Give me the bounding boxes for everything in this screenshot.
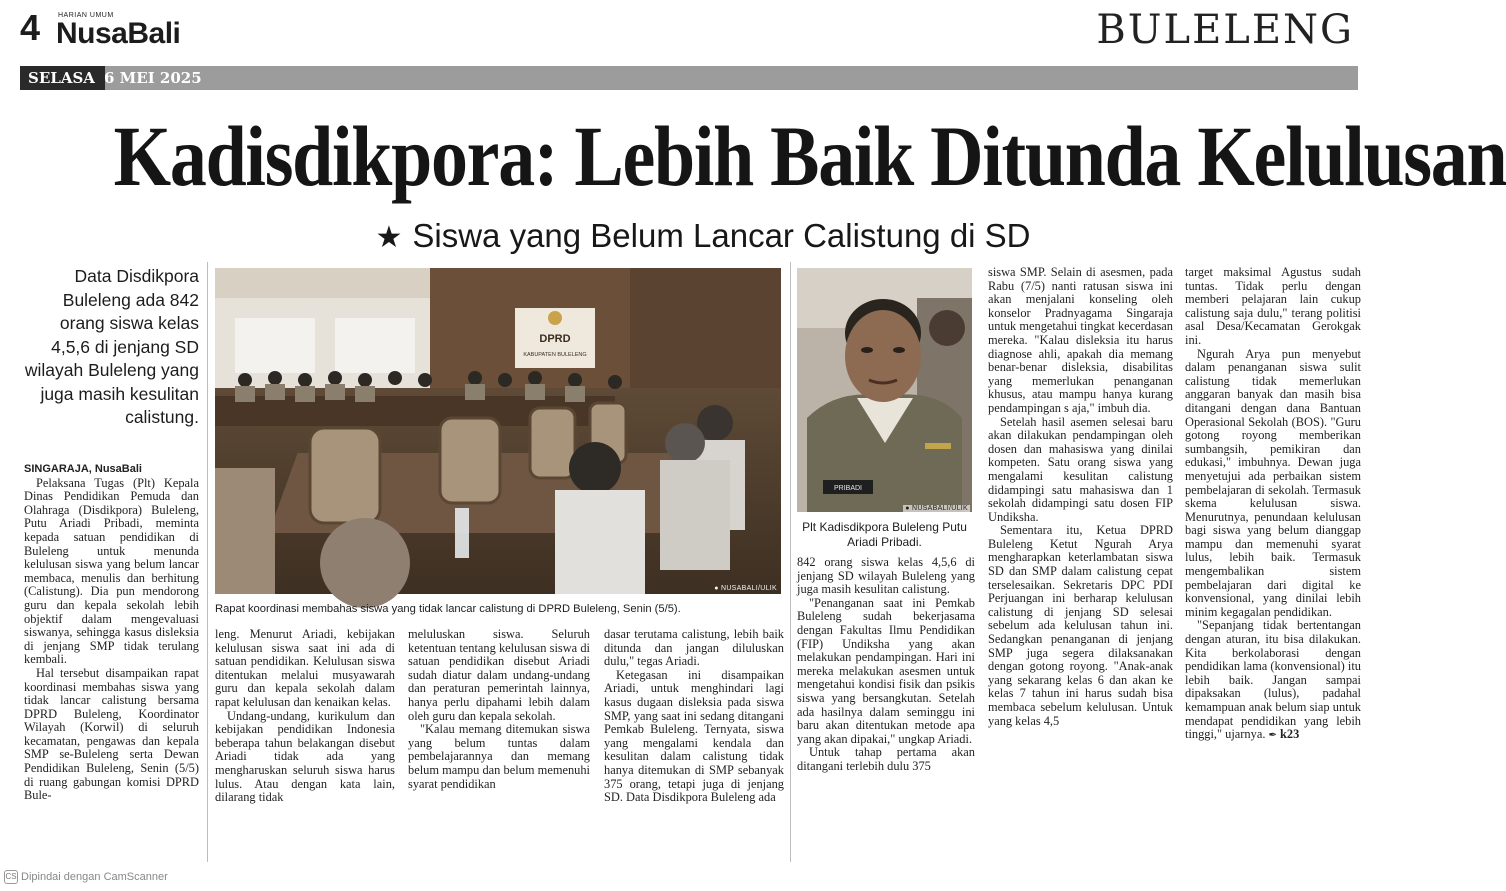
paragraph: 842 orang siswa kelas 4,5,6 di jenjang SD wilayah Buleleng yang juga masih kesulitan calistung. xyxy=(797,555,975,597)
portrait-photo xyxy=(797,268,972,512)
paragraph: Setelah hasil asemen selesai baru akan dilakukan pendampingan oleh dosen dan mahasiswa yang dinilai kompeten. Satu orang siswa yang mengalami kesulitan calistung didampingi satu mahasiswa dan 1 sekolah didampingi satu dosen FIP Undiksha. xyxy=(988,414,1173,524)
portrait-photo-illustration xyxy=(797,268,972,512)
pull-quote: Data Disdikpora Buleleng ada 842 orang siswa kelas 4,5,6 di jenjang SD wilayah Buleleng yang juga masih kesulitan calistung. xyxy=(24,266,199,427)
paragraph: Pelaksana Tugas (Plt) Kepala Dinas Pendidikan Pemuda dan Olahraga (Disdikpora) Buleleng, Putu Ariadi Pribadi, meminta kepada satuan pendidikan di Buleleng untuk menunda kelulusan siswa yang belum lancar membaca, menulis dan berhitung (Calistung). Dia pun mendorong guru dan kepala sekolah lebih objektif dalam mengevaluasi siswanya, sehingga kasus disleksia di jenjang SMP tidak terulang kembali. xyxy=(24,475,199,667)
column-divider xyxy=(790,262,791,862)
author-signoff: k23 xyxy=(1280,727,1300,742)
masthead xyxy=(20,8,1360,56)
scanner-footer xyxy=(4,870,168,884)
article-column-6 xyxy=(988,266,1173,866)
star-icon: ★ xyxy=(375,221,403,254)
paragraph: Undang-undang, kurikulum dan kebijakan pendidikan Indonesia beberapa tahun belakangan disebut Ariadi tidak ada yang mengharuskan seluruh siswa harus lulus. Atau dengan kata lain, dilarang tidak xyxy=(215,708,395,805)
date-label: 6 MEI 2025 xyxy=(104,69,202,87)
section-title: BULELENG xyxy=(1096,7,1354,53)
dprd-sign: DPRD xyxy=(539,333,571,345)
portrait-photo-credit: ● NUSABALI/ULIK xyxy=(905,505,968,512)
meeting-photo-illustration xyxy=(215,268,781,594)
paragraph: target maksimal Agustus sudah tuntas. Tidak perlu dengan memberi pelajaran lain cukup calistung saja dulu," terang politisi asal Desa/Kecamatan Gerokgak ini. xyxy=(1185,265,1361,347)
portrait-caption: Plt Kadisdikpora Buleleng Putu Ariadi Pribadi. xyxy=(802,520,967,549)
paragraph: "Kalau memang ditemukan siswa yang belum tuntas dalam pembelajarannya dan memang belum mampu dan belum memenuhi syarat pendidikan xyxy=(408,722,590,791)
paper-logo: NusaBali xyxy=(56,17,181,50)
date-bar xyxy=(20,66,1358,90)
paragraph: meluluskan siswa. Seluruh ketentuan tentang kelulusan siswa di satuan pendidikan disebut Ariadi sudah diatur dalam undang-undang dan peraturan pemerintah lainnya, hanya perlu dipahami lebih dalam oleh guru dan kepala sekolah. xyxy=(408,627,590,723)
subheadline xyxy=(20,214,1386,260)
paragraph: Ngurah Arya pun menyebut dalam penanganan siswa sulit calistung tidak memerlukan anggaran banyak dan masih bisa ditangani dengan dana Bantuan Operasional Sekolah (BOS). "Guru gotong royong memberikan sumbangsih, pemikiran dan edukasi," imbuhnya. Dewan juga menyetujui ada perbaikan sistem pembelajaran di sekolah. Termasuk skema kelulusan siswa. Menurutnya, penundaan kelulusan bagi siswa yang belum dianggap mampu dan memenuhi syarat lulus, lebih baik. Termasuk mengembalikan sistem pembelajaran dari digital ke konvensional, yang dinilai lebih minim kegagalan pendidikan. xyxy=(1185,346,1361,619)
column-divider xyxy=(207,262,208,862)
day-label: SELASA xyxy=(20,66,105,90)
article-column-1 xyxy=(24,462,199,862)
meeting-caption: Rapat koordinasi membahas siswa yang tidak lancar calistung di DPRD Buleleng, Senin (5/5). xyxy=(215,603,681,615)
article-column-7 xyxy=(1185,266,1361,866)
subheadline-text: Siswa yang Belum Lancar Calistung di SD xyxy=(412,217,1031,254)
paragraph: Sementara itu, Ketua DPRD Buleleng Ketut Ngurah Arya mengharapkan keterlambatan siswa SD dan SMP dalam calistung cepat terselesaikan. Sekretaris DPC PDI Perjuangan ini berharap kelulusan calistung di jenjang SD selesai sebelum ada kelulusan tahun ini. Sedangkan penanganan di jenjang SMP juga segera dilaksanakan dengan gotong royong. "Anak-anak yang sekarang kelas 6 dan akan ke kelas 7 tahun ini harus sudah bisa membaca sebelum kelulusan. Untuk yang kelas 4,5 xyxy=(988,523,1173,728)
paper-kicker: HARIAN UMUM xyxy=(58,12,114,19)
paragraph: "Penanganan saat ini Pemkab Buleleng sudah bekerjasama dengan Fakultas Ilmu Pendidikan (FIP) Undiksha yang akan melakukan pendampingan. Hari ini mereka melakukan asesmen untuk mengetahui kondisi fisik dan psikis siswa yang bersangkutan. Setelah ada hasilnya dalam seminggu ini baru akan ditentukan metode apa yang akan dipakai," ungkap Ariadi. xyxy=(797,595,975,746)
dateline: SINGARAJA, NusaBali xyxy=(24,463,142,475)
scanner-text: Dipindai dengan CamScanner xyxy=(21,871,168,883)
page-number: 4 xyxy=(20,7,41,48)
paragraph: Hal tersebut disampaikan rapat koordinasi membahas siswa yang tidak lancar calistung bersama DPRD Buleleng, Koordinator Wilayah (Korwil) di seluruh kecamatan, pengawas dan kepala SMP se-Buleleng serta Dewan Pendidikan Buleleng, Senin (5/5) di ruang gabungan komisi DPRD Bule- xyxy=(24,665,199,803)
paragraph: siswa SMP. Selain di asesmen, pada Rabu (7/5) nanti ratusan siswa ini akan menjalani konseling oleh konselor Pradnyagama Singaraja untuk mengetahui tingkat kecerdasan mereka. "Kalau disleksia itu harus diagnose ahli, apakah dia memang benar-benar disleksia, disabilitas yang memerlukan penanganan khusus, atau mampu hanya kurang pendampingan s aja," imbuh dia. xyxy=(988,265,1173,415)
meeting-photo-credit: ● NUSABALI/ULIK xyxy=(714,585,777,592)
article-column-2 xyxy=(215,628,395,864)
paragraph: leng. Menurut Ariadi, kebijakan kelulusan siswa saat ini ada di satuan pendidikan. Kelulusan siswa ditentukan melalui musyawarah guru dan kepala sekolah dalam rapat kelulusan dan kenaikan kelas. xyxy=(215,627,395,709)
portrait-nametag: PRIBADI xyxy=(833,485,863,492)
camscanner-icon: CS xyxy=(4,870,18,884)
paragraph: dasar terutama calistung, lebih baik ditunda dan jangan diluluskan dulu," tegas Ariadi. xyxy=(604,627,784,669)
paragraph: Untuk tahap pertama akan ditangani terlebih dulu 375 xyxy=(797,745,975,773)
article-column-4 xyxy=(604,628,784,864)
article-column-3 xyxy=(408,628,590,864)
dprd-sign-sub: KABUPATEN BULELENG xyxy=(523,352,587,358)
paragraph: "Sepanjang tidak bertentangan dengan aturan, itu bisa dilakukan. Kita berkolaborasi dengan pendidikan lama (konvensional) itu lebih baik. Jangan sampai dipaksakan (lulus), padahal kemampuan anak belum siap untuk mendapat pendidikan yang lebih tinggi," ujarnya. ✒ k23 xyxy=(1185,618,1361,742)
article-column-5 xyxy=(797,556,975,864)
headline: Kadisdikpora: Lebih Baik Ditunda Kelulusan xyxy=(113,108,1506,204)
meeting-photo xyxy=(215,268,781,594)
paragraph: Ketegasan ini disampaikan Ariadi, untuk menghindari lagi kasus dugaan disleksia pada siswa SMP, yang saat ini sedang ditangani Pemkab Buleleng. Ternyata, siswa yang mengalami kendala dan kesulitan dalam calistung tidak hanya ditemukan di SMP sebanyak 375 orang, tetapi juga di jenjang SD. Data Disdikpora Buleleng ada xyxy=(604,667,784,805)
